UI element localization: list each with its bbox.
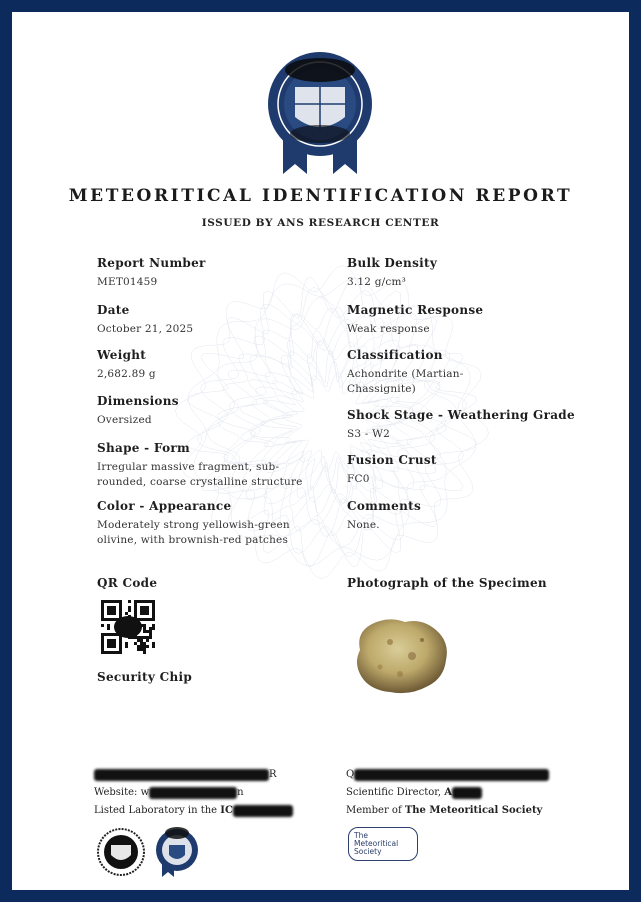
qr-module bbox=[134, 642, 137, 645]
qr-module bbox=[140, 645, 143, 648]
qr-module bbox=[149, 636, 152, 639]
qr-module bbox=[143, 636, 146, 639]
member-label: Member of bbox=[346, 805, 405, 816]
field-label: Fusion Crust bbox=[347, 453, 437, 467]
qr-module bbox=[128, 606, 131, 609]
director-name-line bbox=[346, 766, 596, 784]
field-shock-weathering bbox=[347, 408, 587, 442]
qr-module bbox=[143, 651, 146, 654]
qr-finder bbox=[107, 639, 116, 648]
qr-module bbox=[143, 630, 146, 633]
field-color-appearance bbox=[97, 499, 312, 548]
field-shape-form bbox=[97, 441, 312, 490]
report-subtitle: ISSUED BY ANS RESEARCH CENTER bbox=[201, 217, 440, 229]
redacted-text bbox=[233, 805, 293, 817]
logo-text: Meteoritical bbox=[354, 839, 399, 848]
security-chip-label: Security Chip bbox=[97, 670, 193, 684]
institution-seal-logo bbox=[265, 42, 375, 177]
redacted-text bbox=[149, 787, 237, 799]
lab-name-line bbox=[94, 766, 344, 784]
qr-module bbox=[149, 630, 152, 633]
meteoritical-society-logo bbox=[348, 827, 418, 861]
qr-module bbox=[125, 642, 128, 645]
accreditation-badge-icon bbox=[96, 827, 146, 877]
qr-code-label: QR Code bbox=[97, 576, 158, 590]
field-label: Date bbox=[97, 303, 130, 317]
field-label: Dimensions bbox=[97, 394, 179, 408]
qr-module bbox=[140, 642, 143, 645]
director-name-visible: Q bbox=[346, 769, 355, 780]
field-value: 3.12 g/cm³ bbox=[347, 276, 407, 288]
listed-lab-line bbox=[94, 802, 344, 820]
qr-module bbox=[107, 624, 110, 627]
logo-text: The bbox=[354, 831, 368, 840]
qr-module bbox=[143, 645, 146, 648]
qr-module bbox=[107, 627, 110, 630]
listed-label: Listed Laboratory in the bbox=[94, 805, 221, 816]
field-value: Oversized bbox=[97, 414, 152, 426]
qr-module bbox=[140, 648, 143, 651]
field-weight bbox=[97, 348, 337, 382]
field-label: Shock Stage - Weathering Grade bbox=[347, 408, 575, 422]
field-value: October 21, 2025 bbox=[97, 323, 194, 335]
qr-module bbox=[137, 636, 140, 639]
field-label: Comments bbox=[347, 499, 422, 513]
qr-module bbox=[143, 627, 146, 630]
field-report-number bbox=[97, 256, 337, 290]
website-label: Website: bbox=[94, 787, 141, 798]
field-value: Irregular massive fragment, sub-rounded, coarse crystalline structure bbox=[97, 461, 303, 488]
field-label: Magnetic Response bbox=[347, 303, 484, 317]
qr-module bbox=[152, 645, 155, 648]
field-label: Report Number bbox=[97, 256, 206, 270]
specimen-photograph bbox=[350, 612, 455, 697]
qr-module bbox=[125, 612, 128, 615]
qr-module bbox=[137, 648, 140, 651]
field-classification bbox=[347, 348, 497, 397]
qr-module bbox=[146, 630, 149, 633]
field-dimensions bbox=[97, 394, 337, 428]
qr-module bbox=[146, 645, 149, 648]
qr-finder bbox=[107, 606, 116, 615]
qr-module bbox=[146, 639, 149, 642]
website-visible: w bbox=[140, 787, 150, 798]
qr-module bbox=[152, 627, 155, 630]
field-value: FC0 bbox=[347, 473, 370, 485]
qr-module bbox=[149, 633, 152, 636]
qr-module bbox=[152, 642, 155, 645]
qr-module bbox=[149, 627, 152, 630]
field-fusion-crust bbox=[347, 453, 587, 487]
qr-finder bbox=[140, 606, 149, 615]
redacted-text bbox=[354, 769, 549, 781]
qr-module bbox=[146, 636, 149, 639]
field-value: S3 - W2 bbox=[347, 428, 390, 440]
qr-module bbox=[125, 645, 128, 648]
field-value: None. bbox=[347, 519, 380, 531]
qr-module bbox=[137, 645, 140, 648]
qr-module bbox=[128, 609, 131, 612]
website-end: n bbox=[237, 787, 244, 798]
director-title-line bbox=[346, 784, 596, 802]
qr-module bbox=[101, 624, 104, 627]
field-label: Classification bbox=[347, 348, 443, 362]
logo-text: Society bbox=[354, 847, 382, 856]
website-line bbox=[94, 784, 344, 802]
redacted-text bbox=[452, 787, 482, 799]
field-label: Weight bbox=[97, 348, 147, 362]
director-visible: A bbox=[444, 787, 453, 798]
qr-module bbox=[128, 600, 131, 603]
lab-seal-icon bbox=[154, 825, 200, 879]
qr-code-image[interactable] bbox=[101, 600, 155, 654]
listed-visible: IC bbox=[220, 805, 233, 816]
field-label: Shape - Form bbox=[97, 441, 191, 455]
qr-module bbox=[143, 648, 146, 651]
membership-line bbox=[346, 802, 596, 820]
qr-module bbox=[152, 624, 155, 627]
report-title: METEORITICAL IDENTIFICATION REPORT bbox=[68, 186, 573, 206]
field-value: Moderately strong yellowish-green olivine, with brownish-red patches bbox=[97, 519, 290, 546]
field-value: MET01459 bbox=[97, 276, 158, 288]
redacted-text bbox=[94, 769, 269, 781]
qr-module bbox=[143, 624, 146, 627]
field-magnetic-response bbox=[347, 303, 587, 337]
field-bulk-density bbox=[347, 256, 587, 290]
field-label: Bulk Density bbox=[347, 256, 438, 270]
qr-module bbox=[137, 639, 140, 642]
specimen-photo-label: Photograph of the Specimen bbox=[347, 576, 547, 590]
director-title: Scientific Director, bbox=[346, 787, 445, 798]
field-date bbox=[97, 303, 337, 337]
director-info-block bbox=[346, 766, 596, 820]
report-page bbox=[12, 12, 629, 890]
field-value: Achondrite (Martian-Chassignite) bbox=[347, 368, 464, 395]
field-value: 2,682.89 g bbox=[97, 368, 156, 380]
qr-module bbox=[140, 636, 143, 639]
lab-info-block bbox=[94, 766, 344, 820]
qr-module bbox=[143, 642, 146, 645]
field-comments bbox=[347, 499, 587, 533]
qr-module bbox=[140, 639, 143, 642]
field-label: Color - Appearance bbox=[97, 499, 232, 513]
lab-name-visible: R bbox=[269, 769, 277, 780]
qr-redaction bbox=[114, 616, 142, 638]
member-organization: The Meteoritical Society bbox=[404, 805, 543, 816]
field-value: Weak response bbox=[347, 323, 430, 335]
